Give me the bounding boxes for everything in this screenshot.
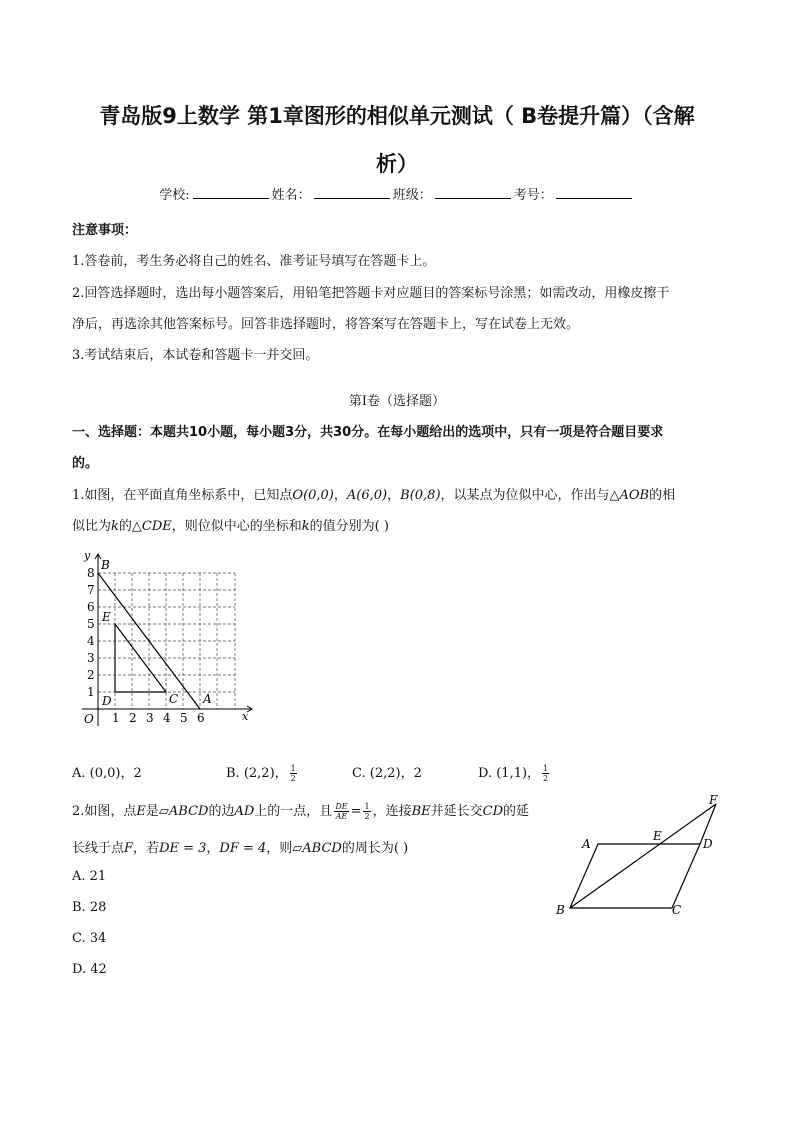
q1-y-tick: 1	[87, 685, 95, 699]
student-info-line	[0, 184, 794, 203]
q2-option-d[interactable]: D. 42	[72, 962, 107, 977]
q2-parallelogram-abcd	[570, 844, 700, 908]
q1-stem-line-2: 似比为k的△CDE，则位似中心的坐标和k的值分别为( )	[72, 519, 389, 534]
q1-stem-line-1: 1.如图，在平面直角坐标系中，已知点O(0,0)，A(6,0)，B(0,8)，以某点为位似中心，作出与△AOB的相	[72, 488, 676, 503]
q1-axis-y-label: y	[84, 549, 91, 562]
q1-axis-x-label: x	[242, 710, 249, 723]
q1-x-tick: 1	[112, 711, 120, 725]
q2-label-e: E	[653, 829, 662, 843]
q2-option-b[interactable]: B. 28	[72, 900, 107, 915]
q1-y-tick: 7	[87, 583, 95, 597]
q1-point-a: A(6,0)	[346, 488, 388, 503]
title-line-1: 青岛版9上数学 第1章图形的相似单元测试（ B卷提升篇）（含解	[99, 104, 695, 128]
q1-label-c: C	[169, 692, 179, 706]
class-label: 班级：	[392, 188, 432, 203]
q2-label-b: B	[556, 903, 565, 917]
class-blank[interactable]	[435, 186, 511, 199]
q1-label-a: A	[203, 692, 212, 706]
q1-y-tick: 3	[87, 651, 95, 665]
q1-half-fraction: $\frac{1}{2}$	[543, 764, 549, 783]
q2-label-a: A	[582, 837, 591, 851]
q1-option-b[interactable]: B. (2,2)， $\frac{1}{2}$	[226, 764, 296, 783]
q2-stem-line-1: 2.如图，点E是▱ABCD的边AD上的一点，且 $\frac{DE}{AE}$ = $\frac{1}{2}$ ，连接BE并延长交CD的延	[72, 802, 530, 821]
q2-ratio-fraction: $\frac{DE}{AE}$	[335, 802, 348, 821]
part-one-instructions: 一、选择题：本题共10小题，每小题3分，共30分。在每小题给出的选项中，只有一项是符合题目要求	[72, 425, 664, 440]
q1-half-fraction: $\frac{1}{2}$	[290, 764, 296, 783]
q1-label-b: B	[101, 558, 110, 572]
name-blank[interactable]	[314, 186, 390, 199]
q1-x-ticks	[112, 711, 205, 725]
q1-x-tick: 4	[163, 711, 171, 725]
q1-y-ticks	[87, 566, 95, 699]
section-title: 第I卷（选择题）	[348, 394, 446, 409]
q2-label-d: D	[703, 837, 713, 851]
title-line-2: 析）	[376, 152, 418, 176]
q2-parallelogram-figure	[550, 790, 730, 922]
q1-y-tick: 2	[87, 668, 95, 682]
q1-x-tick: 3	[146, 711, 154, 725]
q2-option-a[interactable]: A. 21	[72, 869, 107, 884]
notice-item-2: 2.回答选择题时，选出每小题答案后，用铅笔把答题卡对应题目的答案标号涂黑；如需改动，用橡皮擦干	[72, 286, 670, 301]
q2-label-f: F	[709, 793, 718, 807]
q1-origin-label: O	[84, 712, 94, 726]
notice-heading: 注意事项：	[72, 223, 138, 238]
school-label: 学校:	[159, 188, 190, 203]
notice-item-3: 3.考试结束后，本试卷和答题卡一并交回。	[72, 348, 319, 363]
name-label: 姓名：	[271, 188, 311, 203]
q1-y-tick: 5	[87, 617, 95, 631]
q1-y-tick: 4	[87, 634, 95, 648]
q1-option-d[interactable]: D. (1,1)， $\frac{1}{2}$	[478, 764, 549, 783]
exam-no-blank[interactable]	[556, 186, 632, 199]
exam-no-label: 考号：	[513, 188, 553, 203]
q1-point-b: B(0,8)	[400, 488, 441, 503]
q1-coordinate-figure	[80, 548, 260, 728]
q2-label-c: C	[672, 903, 682, 917]
q1-label-e: E	[102, 610, 111, 624]
notice-item-1: 1.答卷前，考生务必将自己的姓名、准考证号填写在答题卡上。	[72, 254, 436, 269]
q1-point-o: O(0,0)	[292, 488, 334, 503]
q1-x-tick: 6	[197, 711, 205, 725]
part-one-instructions-cont: 的。	[72, 456, 99, 471]
notice-item-2-cont: 净后，再选涂其他答案标号。回答非选择题时，将答案写在答题卡上，写在试卷上无效。	[72, 317, 580, 332]
q1-x-tick: 2	[129, 711, 137, 725]
school-blank[interactable]	[193, 186, 269, 199]
q2-half-fraction: $\frac{1}{2}$	[364, 802, 370, 821]
q1-option-a[interactable]: A. (0,0)，2	[72, 766, 142, 781]
q1-label-d: D	[102, 694, 112, 708]
q1-y-tick: 6	[87, 600, 95, 614]
q1-y-tick: 8	[87, 566, 95, 580]
exam-title	[60, 92, 734, 188]
q1-grid	[98, 573, 235, 709]
q2-stem-line-2: 长线于点F，若DE = 3，DF = 4，则▱ABCD的周长为( )	[72, 841, 409, 856]
q1-option-c[interactable]: C. (2,2)，2	[352, 766, 422, 781]
q1-x-tick: 5	[180, 711, 188, 725]
q2-option-c[interactable]: C. 34	[72, 931, 107, 946]
